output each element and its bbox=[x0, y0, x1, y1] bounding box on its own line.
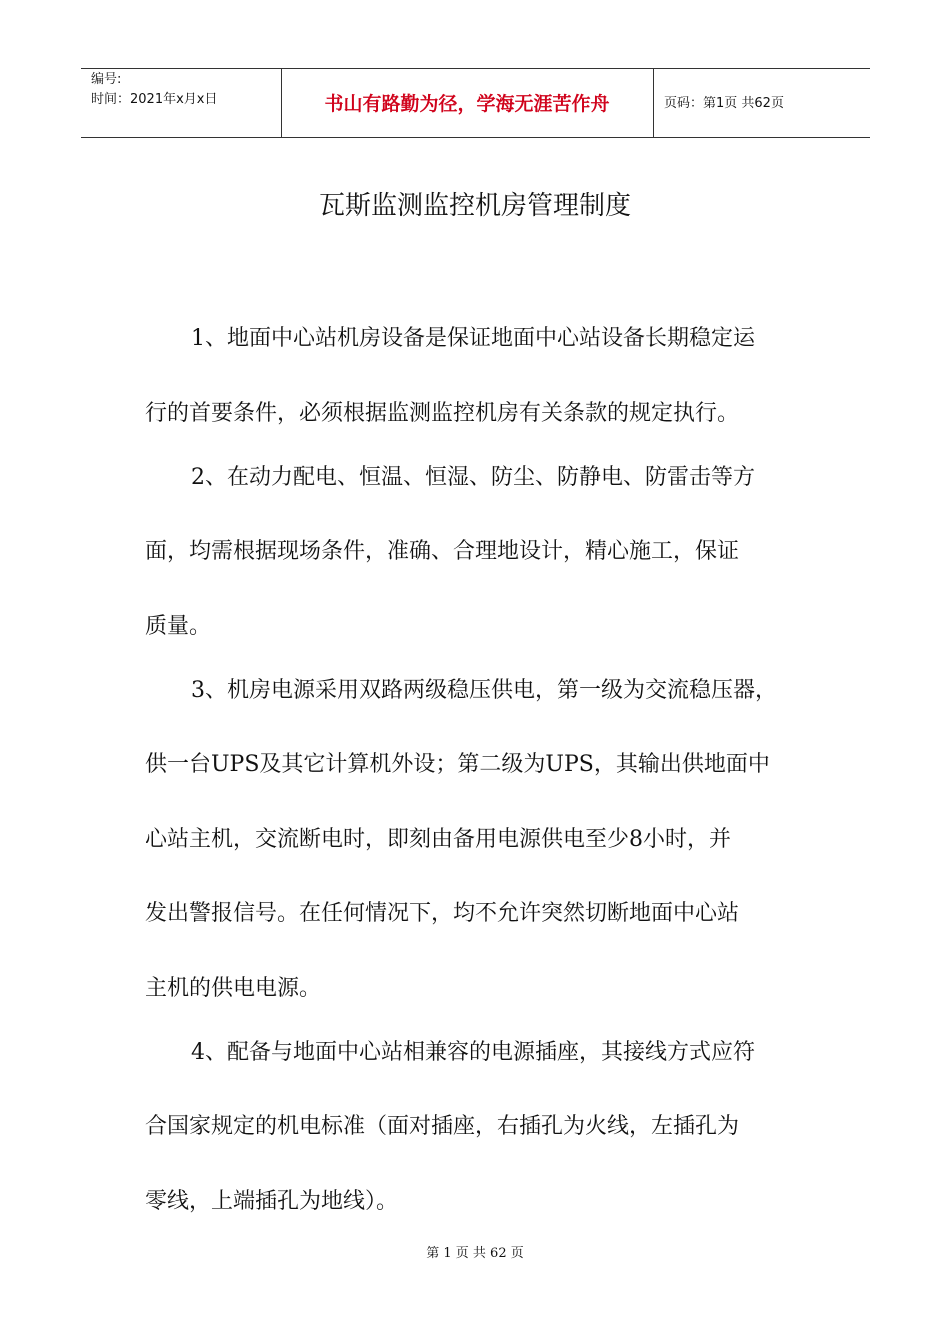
paragraph-line: 2、在动力配电、恒温、恒湿、防尘、防静电、防雷击等方 bbox=[191, 465, 755, 490]
header-meta-cell bbox=[81, 69, 282, 137]
paragraph-line: 供一台UPS及其它计算机外设；第二级为UPS，其输出供地面中 bbox=[145, 752, 770, 777]
paragraph-line: 合国家规定的机电标准（面对插座，右插孔为火线，左插孔为 bbox=[145, 1114, 740, 1139]
header-page-cell bbox=[654, 69, 870, 137]
paragraph-line: 行的首要条件，必须根据监测监控机房有关条款的规定执行。 bbox=[145, 401, 740, 426]
page-footer: 第 1 页 共 62 页 bbox=[426, 1246, 524, 1261]
paragraph-line: 面，均需根据现场条件，准确、合理地设计，精心施工，保证 bbox=[145, 539, 740, 564]
header-page-info: 页码：第1页 共62页 bbox=[664, 96, 784, 111]
document-title: 瓦斯监测监控机房管理制度 bbox=[318, 191, 631, 221]
header-motto-cell bbox=[281, 69, 654, 137]
paragraph-line: 3、机房电源采用双路两级稳压供电，第一级为交流稳压器， bbox=[191, 678, 777, 703]
document-date: 时间：2021年x月x日 bbox=[91, 92, 218, 107]
paragraph-line: 质量。 bbox=[145, 614, 212, 639]
paragraph-line: 主机的供电电源。 bbox=[145, 976, 322, 1001]
paragraph-line: 4、配备与地面中心站相兼容的电源插座，其接线方式应符 bbox=[191, 1040, 755, 1065]
document-number-label: 编号: bbox=[91, 72, 122, 87]
paragraph-line: 心站主机，交流断电时，即刻由备用电源供电至少8小时，并 bbox=[145, 827, 731, 852]
document-header bbox=[81, 68, 870, 138]
paragraph-line: 发出警报信号。在任何情况下，均不允许突然切断地面中心站 bbox=[145, 901, 740, 926]
header-motto: 书山有路勤为径，学海无涯苦作舟 bbox=[324, 93, 610, 115]
paragraph-line: 1、地面中心站机房设备是保证地面中心站设备长期稳定运 bbox=[191, 326, 755, 351]
paragraph-line: 零线，上端插孔为地线）。 bbox=[145, 1189, 399, 1214]
